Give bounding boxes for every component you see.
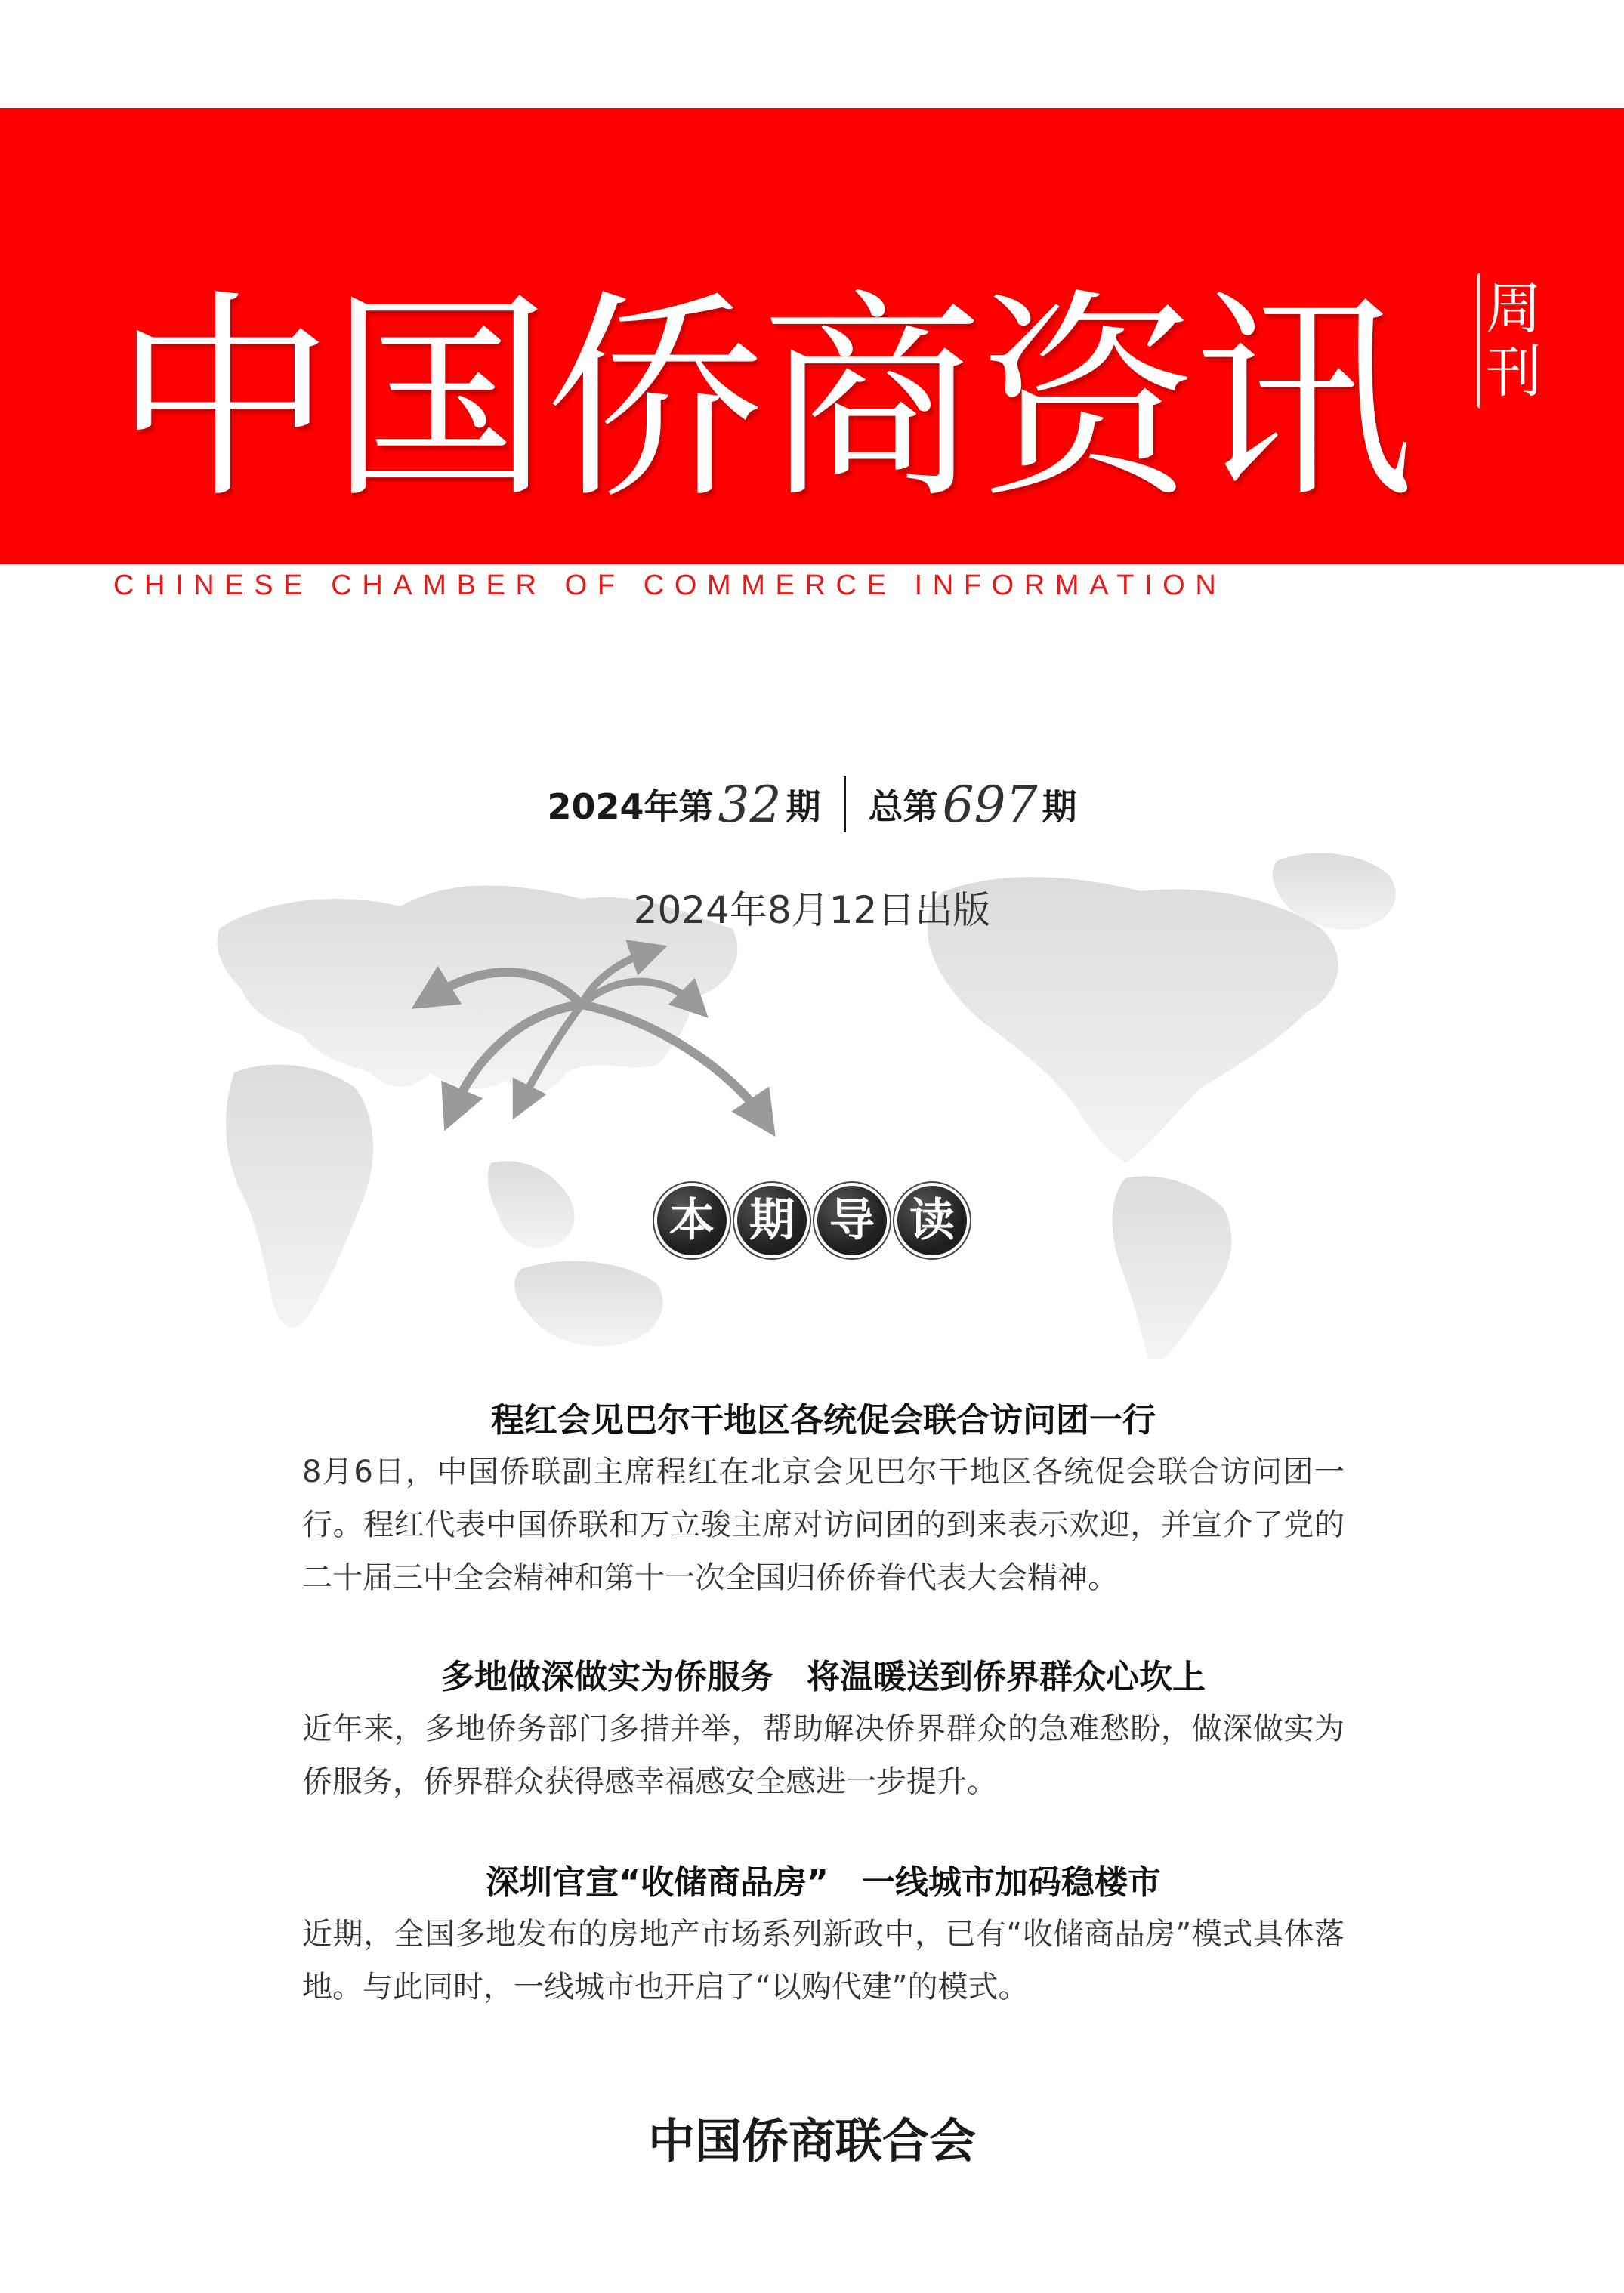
issue-line (0, 770, 1624, 838)
guide-badge: 读 (897, 1186, 967, 1255)
seal-char: 周 (1486, 276, 1542, 341)
article-summary: 近年来，多地侨务部门多措并举，帮助解决侨界群众的急难愁盼，做深做实为侨服务，侨界群众获得感幸福感安全感进一步提升。 (302, 1711, 1345, 1799)
guide-badge: 导 (817, 1186, 887, 1255)
article-item (302, 1858, 1345, 2014)
masthead-title: 中国侨商资讯 (113, 271, 1409, 528)
article-title[interactable]: 程红会见巴尔干地区各统促会联合访问团一行 (491, 1401, 1156, 1440)
guide-badge: 期 (737, 1186, 807, 1255)
issue-year-prefix: 2024年第 (547, 786, 714, 827)
issue-suffix: 期 (786, 786, 821, 827)
map-australia (514, 1261, 662, 1347)
map-oceania (488, 1161, 575, 1248)
article-title[interactable]: 多地做深做实为侨服务 将温暖送到侨界群众心坎上 (441, 1658, 1206, 1696)
article-item (302, 1653, 1345, 1808)
total-suffix: 期 (1042, 786, 1077, 827)
total-prefix: 总第 (868, 786, 938, 827)
publish-date: 2024年8月12日出版 (633, 888, 991, 932)
publisher-name: 中国侨商联合会 (647, 2113, 976, 2168)
masthead-banner (0, 108, 1624, 564)
guide-badge: 本 (657, 1186, 727, 1255)
issue-number: 32 (718, 775, 782, 834)
masthead-subtitle: CHINESE CHAMBER OF COMMERCE INFORMATION (113, 569, 1227, 601)
article-title[interactable]: 深圳官宣“收储商品房” 一线城市加码稳楼市 (486, 1863, 1161, 1902)
weekly-seal-logo (1477, 273, 1548, 409)
map-africa (226, 1065, 373, 1328)
map-south-america (1113, 1176, 1232, 1359)
seal-char: 刊 (1486, 340, 1542, 405)
article-item (302, 1396, 1345, 1604)
issue-divider (844, 776, 846, 832)
article-summary: 8月6日，中国侨联副主席程红在北京会见巴尔干地区各统促会联合访问团一行。程红代表中国侨联和万立骏主席对访问团的到来表示欢迎，并宣介了党的二十届三中全会精神和第十一次全国归侨侨眷代表大会精神。 (302, 1455, 1345, 1595)
issue-guide-heading (657, 1186, 967, 1255)
total-number: 697 (942, 775, 1038, 834)
article-summary: 近期，全国多地发布的房地产市场系列新政中，已有“收储商品房”模式具体落地。与此同时，一线城市也开启了“以购代建”的模式。 (302, 1917, 1345, 2004)
